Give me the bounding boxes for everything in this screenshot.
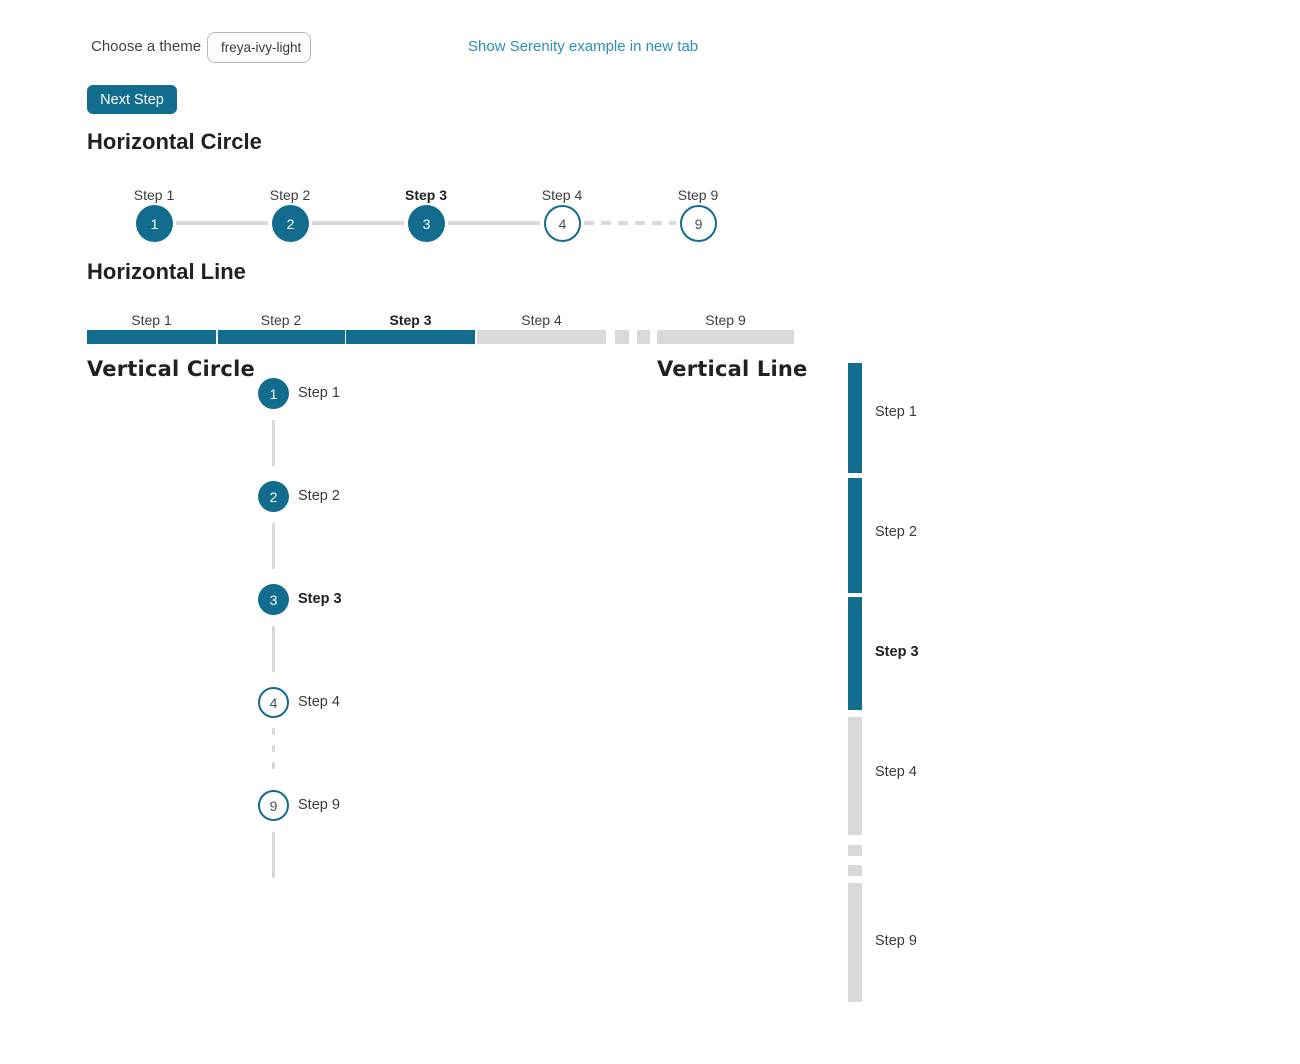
step-label-active: Step 3 [298, 591, 342, 607]
step-label: Step 1 [133, 187, 175, 203]
section-title-horizontal-circle: Horizontal Circle [87, 129, 262, 154]
step-connector [272, 523, 275, 569]
step-connector [312, 221, 404, 225]
step-bar-2[interactable] [848, 478, 862, 593]
step-connector-dashed [584, 221, 676, 225]
step-number: 4 [558, 215, 567, 232]
step-number: 1 [150, 215, 159, 232]
step-label: Step 9 [677, 187, 719, 203]
step-label: Step 2 [875, 524, 917, 540]
step-bar-4[interactable] [477, 330, 606, 344]
step-connector [272, 626, 275, 672]
step-bar-4[interactable] [848, 717, 862, 835]
step-label: Step 9 [298, 797, 340, 813]
theme-select-value: freya-ivy-light [221, 40, 302, 55]
step-bar-dash [848, 865, 862, 876]
step-number: 9 [694, 215, 703, 232]
step-circle-2[interactable] [272, 205, 309, 242]
step-number: 3 [269, 591, 278, 608]
section-title-vertical-circle: Vertical Circle [87, 357, 255, 381]
section-title-vertical-line: Vertical Line [657, 357, 808, 381]
step-label: Step 4 [875, 764, 917, 780]
step-connector-dashed [272, 728, 275, 778]
step-number: 3 [422, 215, 431, 232]
step-circle-4[interactable] [544, 205, 581, 242]
step-bar-dash [615, 330, 629, 344]
step-label-active: Step 3 [404, 187, 447, 203]
step-bar-9[interactable] [848, 883, 862, 1002]
step-circle-3[interactable] [408, 205, 445, 242]
step-label: Step 4 [541, 187, 583, 203]
serenity-example-link[interactable]: Show Serenity example in new tab [468, 38, 699, 55]
step-bar-1[interactable] [848, 363, 862, 473]
step-label: Step 4 [521, 312, 562, 328]
step-number: 9 [269, 797, 278, 814]
step-circle-4[interactable] [258, 687, 289, 718]
step-circle-9[interactable] [680, 205, 717, 242]
step-connector [272, 420, 275, 466]
step-bar-dash [637, 330, 650, 344]
step-label: Step 1 [875, 404, 917, 420]
section-title-horizontal-line: Horizontal Line [87, 259, 246, 284]
step-label-active: Step 3 [389, 312, 432, 328]
step-number: 2 [286, 215, 295, 232]
step-bar-9[interactable] [657, 330, 794, 344]
step-label: Step 9 [705, 312, 746, 328]
step-circle-1[interactable] [136, 205, 173, 242]
step-bar-3[interactable] [848, 597, 862, 710]
step-circle-2[interactable] [258, 481, 289, 512]
step-connector [176, 221, 268, 225]
step-bar-1[interactable] [87, 330, 216, 344]
step-label: Step 1 [298, 385, 340, 401]
step-label: Step 1 [131, 312, 172, 328]
step-bar-dash [848, 845, 862, 856]
step-label-active: Step 3 [875, 644, 919, 660]
step-connector [272, 832, 275, 878]
theme-select[interactable] [207, 32, 311, 63]
step-label: Step 2 [298, 488, 340, 504]
step-connector [448, 221, 540, 225]
step-bar-2[interactable] [218, 330, 345, 344]
step-bar-3[interactable] [346, 330, 475, 344]
step-number: 4 [269, 694, 278, 711]
step-number: 2 [269, 488, 278, 505]
step-circle-3[interactable] [258, 584, 289, 615]
step-label: Step 9 [875, 933, 917, 949]
theme-label: Choose a theme [91, 38, 202, 55]
next-step-button[interactable]: Next Step [87, 85, 177, 114]
step-circle-1[interactable] [258, 378, 289, 409]
step-label: Step 4 [298, 694, 340, 710]
step-label: Step 2 [260, 312, 302, 328]
step-label: Step 2 [269, 187, 311, 203]
step-circle-9[interactable] [258, 790, 289, 821]
step-number: 1 [269, 385, 278, 402]
